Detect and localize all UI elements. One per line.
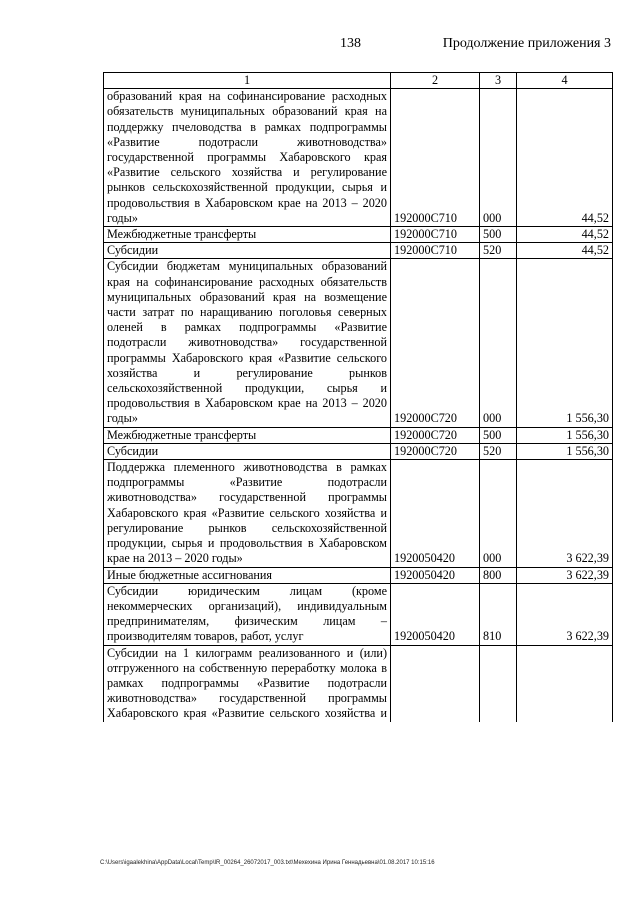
row-code: 192000С720 <box>391 427 480 443</box>
row-type: 520 <box>480 243 517 259</box>
row-name: Субсидии <box>104 243 391 259</box>
table-row <box>104 227 613 243</box>
row-code <box>391 645 480 722</box>
row-name: Субсидии юридическим лицам (кроме некоммерческих организаций), индивидуальным предпринимателям, физическим лицам – производителям товаров, работ, услуг <box>104 583 391 645</box>
continuation-label: Продолжение приложения 3 <box>442 36 611 51</box>
column-header: 2 <box>391 73 480 89</box>
row-amount: 1 556,30 <box>517 259 613 427</box>
row-amount: 44,52 <box>517 89 613 227</box>
row-code: 192000С710 <box>391 243 480 259</box>
row-name: образований края на софинансирование расходных обязательств муниципальных образований края на поддержку пчеловодства в рамках подпрограммы «Развитие подотрасли животноводства» государственной программы Хабаровского края «Развитие сельского хозяйства и регулирование рынков сельскохозяйственной продукции, сырья и продовольствия в Хабаровском крае на 2013 – 2020 годы» <box>104 89 391 227</box>
table-row <box>104 89 613 227</box>
row-amount: 3 622,39 <box>517 460 613 567</box>
row-name: Субсидии <box>104 443 391 459</box>
table-row <box>104 645 613 722</box>
row-code: 192000С710 <box>391 227 480 243</box>
row-code: 192000С710 <box>391 89 480 227</box>
row-code: 1920050420 <box>391 460 480 567</box>
row-name: Межбюджетные трансферты <box>104 427 391 443</box>
row-amount: 3 622,39 <box>517 583 613 645</box>
column-header-row <box>104 73 613 89</box>
row-type: 500 <box>480 427 517 443</box>
row-name: Иные бюджетные ассигнования <box>104 567 391 583</box>
row-type: 520 <box>480 443 517 459</box>
table-row <box>104 243 613 259</box>
table-row <box>104 259 613 427</box>
row-name: Межбюджетные трансферты <box>104 227 391 243</box>
row-code: 192000С720 <box>391 443 480 459</box>
budget-table <box>103 72 613 722</box>
row-name: Субсидии на 1 килограмм реализованного и (или) отгруженного на собственную переработку молока в рамках подпрограммы «Развитие подотрасли животноводства» государственной программы Хабаровского края «Развитие сельского хозяйства и <box>104 645 391 722</box>
row-code: 192000С720 <box>391 259 480 427</box>
table-row <box>104 443 613 459</box>
row-amount: 1 556,30 <box>517 427 613 443</box>
row-amount: 1 556,30 <box>517 443 613 459</box>
page-number: 138 <box>340 36 361 51</box>
row-code: 1920050420 <box>391 583 480 645</box>
row-type: 810 <box>480 583 517 645</box>
row-type: 000 <box>480 259 517 427</box>
table-row <box>104 427 613 443</box>
row-type: 500 <box>480 227 517 243</box>
row-code: 1920050420 <box>391 567 480 583</box>
row-amount: 44,52 <box>517 243 613 259</box>
page-header <box>0 36 640 56</box>
row-name: Субсидии бюджетам муниципальных образований края на софинансирование расходных обязательств муниципальных образований края на возмещение части затрат по наращиванию поголовья северных оленей в рамках подпрограммы «Развитие подотрасли животноводства» государственной программы Хабаровского края «Развитие сельского хозяйства и регулирование рынков сельскохозяйственной продукции, сырья и продовольствия в Хабаровском крае на 2013 – 2020 годы» <box>104 259 391 427</box>
row-type <box>480 645 517 722</box>
table-row <box>104 583 613 645</box>
column-header: 4 <box>517 73 613 89</box>
row-amount: 3 622,39 <box>517 567 613 583</box>
row-amount <box>517 645 613 722</box>
column-header: 1 <box>104 73 391 89</box>
column-header: 3 <box>480 73 517 89</box>
table-row <box>104 567 613 583</box>
file-path-footer: C:\Users\igaalekhina\AppData\Local\Temp\IR_00264_26072017_003.txt\Мехехина Ирина Геннадьевна\01.08.2017 10:15:16 <box>100 860 435 866</box>
row-name: Поддержка племенного животноводства в рамках подпрограммы «Развитие подотрасли животноводства» государственной программы Хабаровского края «Развитие сельского хозяйства и регулирование рынков сельскохозяйственной продукции, сырья и продовольствия в Хабаровском крае на 2013 – 2020 годы» <box>104 460 391 567</box>
row-amount: 44,52 <box>517 227 613 243</box>
row-type: 000 <box>480 89 517 227</box>
row-type: 000 <box>480 460 517 567</box>
row-type: 800 <box>480 567 517 583</box>
table-row <box>104 460 613 567</box>
